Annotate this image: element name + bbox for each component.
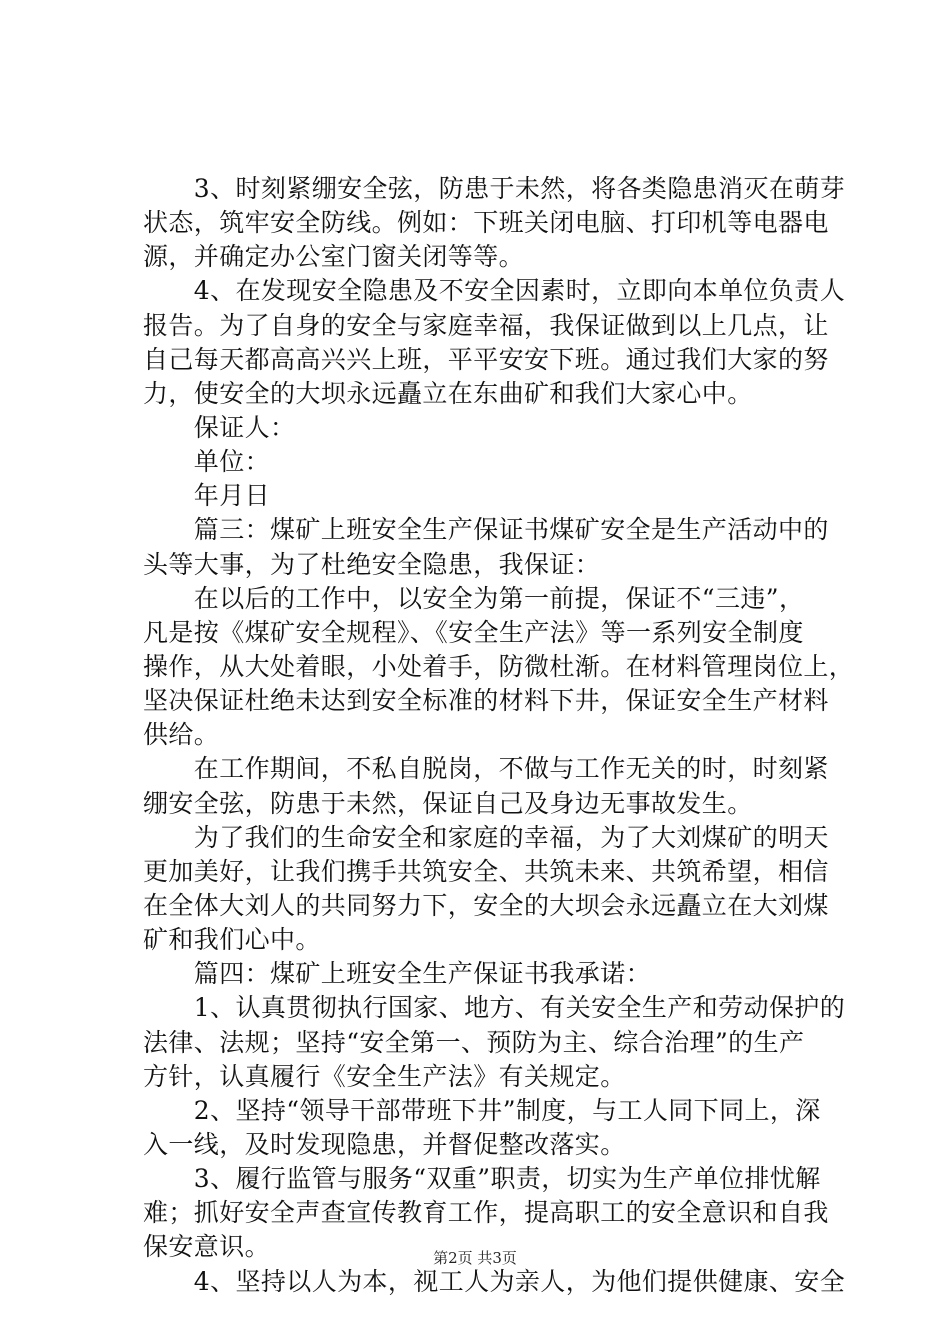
text-line: 凡是按《煤矿安全规程》、《安全生产法》等一系列安全制度	[143, 617, 804, 647]
text-line: 源，并确定办公室门窗关闭等等。	[143, 242, 525, 272]
text-line: 2、坚持“领导干部带班下井”制度，与工人同下同上，深	[143, 1095, 821, 1125]
text-line: 难；抓好安全声查宣传教育工作，提高职工的安全意识和自我	[143, 1198, 829, 1228]
text-line: 方针，认真履行《安全生产法》有关规定。	[143, 1061, 626, 1091]
text-line: 报告。为了自身的安全与家庭幸福，我保证做到以上几点，让	[143, 310, 829, 340]
text-line: 篇四：煤矿上班安全生产保证书我承诺：	[143, 959, 652, 989]
text-line: 坚决保证杜绝未达到安全标准的材料下井，保证安全生产材料	[143, 686, 829, 716]
page-footer: 第2页 共3页	[433, 1249, 517, 1267]
text-line: 为了我们的生命安全和家庭的幸福，为了大刘煤矿的明天	[143, 822, 829, 852]
text-line: 自己每天都高高兴兴上班，平平安安下班。通过我们大家的努	[143, 344, 829, 374]
text-line: 在工作期间，不私自脱岗，不做与工作无关的时，时刻紧	[143, 754, 829, 784]
text-line: 绷安全弦，防患于未然，保证自己及身边无事故发生。	[143, 788, 753, 818]
text-line: 头等大事，为了杜绝安全隐患，我保证：	[143, 549, 601, 579]
text-line: 单位：	[143, 447, 271, 477]
text-line: 1、认真贯彻执行国家、地方、有关安全生产和劳动保护的	[143, 993, 846, 1023]
text-line: 法律、法规；坚持“安全第一、预防为主、综合治理”的生产	[143, 1027, 805, 1057]
text-line: 矿和我们心中。	[143, 925, 321, 955]
text-line: 更加美好，让我们携手共筑安全、共筑未来、共筑希望，相信	[143, 856, 829, 886]
text-line: 供给。	[143, 720, 220, 750]
text-line: 操作，从大处着眼，小处着手，防微杜渐。在材料管理岗位上，	[143, 651, 855, 681]
text-line: 4、坚持以人为本，视工人为亲人，为他们提供健康、安全	[143, 1266, 846, 1296]
text-line: 年月日	[143, 481, 271, 511]
text-line: 篇三：煤矿上班安全生产保证书煤矿安全是生产活动中的	[143, 515, 829, 545]
text-line: 3、履行监管与服务“双重”职责，切实为生产单位排忧解	[143, 1164, 821, 1194]
text-line: 力，使安全的大坝永远矗立在东曲矿和我们大家心中。	[143, 378, 753, 408]
text-line: 入一线，及时发现隐患，并督促整改落实。	[143, 1129, 626, 1159]
text-line: 3、时刻紧绷安全弦，防患于未然，将各类隐患消灭在萌芽	[143, 174, 846, 203]
text-line: 在以后的工作中，以安全为第一前提，保证不“三违”，	[143, 583, 805, 613]
document-body	[143, 172, 855, 1299]
text-line: 保证人：	[143, 412, 296, 442]
text-line: 保安意识。	[143, 1232, 271, 1262]
text-line: 在全体大刘人的共同努力下，安全的大坝会永远矗立在大刘煤	[143, 890, 829, 920]
text-line: 4、在发现安全隐患及不安全因素时，立即向本单位负责人	[143, 276, 846, 306]
text-line: 状态，筑牢安全防线。例如：下班关闭电脑、打印机等电器电	[143, 208, 829, 238]
